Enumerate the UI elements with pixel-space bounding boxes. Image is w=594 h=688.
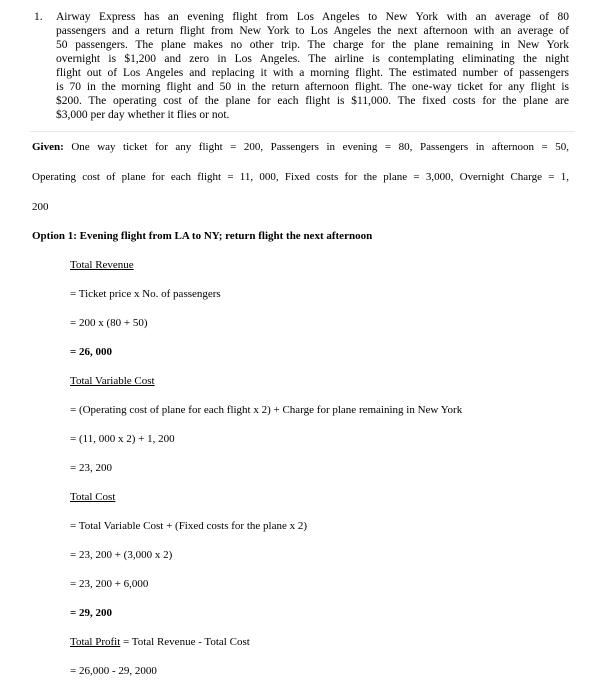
- given-label: Given:: [32, 141, 64, 153]
- problem-line: passengers and a return flight from New York to Los Angeles the next afternoon with an average of: [56, 25, 569, 37]
- profit-formula: = Total Revenue - Total Cost: [120, 636, 250, 648]
- total-cost-substitution-2: = 23, 200 + 6,000: [70, 578, 149, 590]
- problem-line: $3,000 per day whether it flies or not.: [56, 109, 230, 121]
- total-cost-result: = 29, 200: [70, 607, 113, 619]
- variable-cost-result: = 23, 200: [70, 462, 112, 474]
- profit-line: [70, 635, 250, 649]
- problem-line: $200. The operating cost of the plane for each flight is $11,000. The fixed costs for the plane are: [56, 95, 569, 107]
- given-line-3: 200: [32, 201, 49, 213]
- problem-line: Airway Express has an evening flight from Los Angeles to New York with an average of 80: [56, 11, 569, 23]
- total-cost-substitution-1: = 23, 200 + (3,000 x 2): [70, 549, 173, 561]
- variable-cost-title: Total Variable Cost: [70, 375, 155, 387]
- problem-number: 1.: [34, 11, 43, 23]
- revenue-result: = 26, 000: [70, 346, 113, 358]
- profit-title: Total Profit: [70, 636, 121, 648]
- total-cost-title: Total Cost: [70, 491, 116, 503]
- option-heading: Option 1: Evening flight from LA to NY; return flight the next afternoon: [32, 230, 373, 242]
- total-cost-formula: = Total Variable Cost + (Fixed costs for the plane x 2): [70, 520, 307, 532]
- given-text: One way ticket for any flight = 200, Passengers in evening = 80, Passengers in afternoon = 50,: [71, 141, 570, 153]
- given-line-2: Operating cost of plane for each flight = 11, 000, Fixed costs for the plane = 3,000, Overnight Charge = 1,: [32, 171, 569, 183]
- revenue-title: Total Revenue: [70, 259, 134, 271]
- given-line-1: [32, 140, 569, 154]
- variable-cost-substitution: = (11, 000 x 2) + 1, 200: [70, 433, 175, 445]
- divider: [30, 131, 575, 132]
- profit-substitution: = 26,000 - 29, 2000: [70, 665, 157, 677]
- variable-cost-formula: = (Operating cost of plane for each flight x 2) + Charge for plane remaining in New York: [70, 404, 463, 416]
- problem-line: is 70 in the morning flight and 50 in the return afternoon flight. The one-way ticket for any flight is: [56, 81, 569, 93]
- problem-line: 50 passengers. The plane makes no other trip. The charge for the plane remaining in New York: [56, 39, 569, 51]
- revenue-substitution: = 200 x (80 + 50): [70, 317, 148, 329]
- problem-line: flight out of Los Angeles and replacing it with a morning flight. The estimated number of passengers: [56, 67, 569, 79]
- problem-line: overnight is $1,200 and zero in Los Angeles. The airline is contemplating eliminating the night: [56, 53, 569, 65]
- revenue-formula: = Ticket price x No. of passengers: [70, 288, 221, 300]
